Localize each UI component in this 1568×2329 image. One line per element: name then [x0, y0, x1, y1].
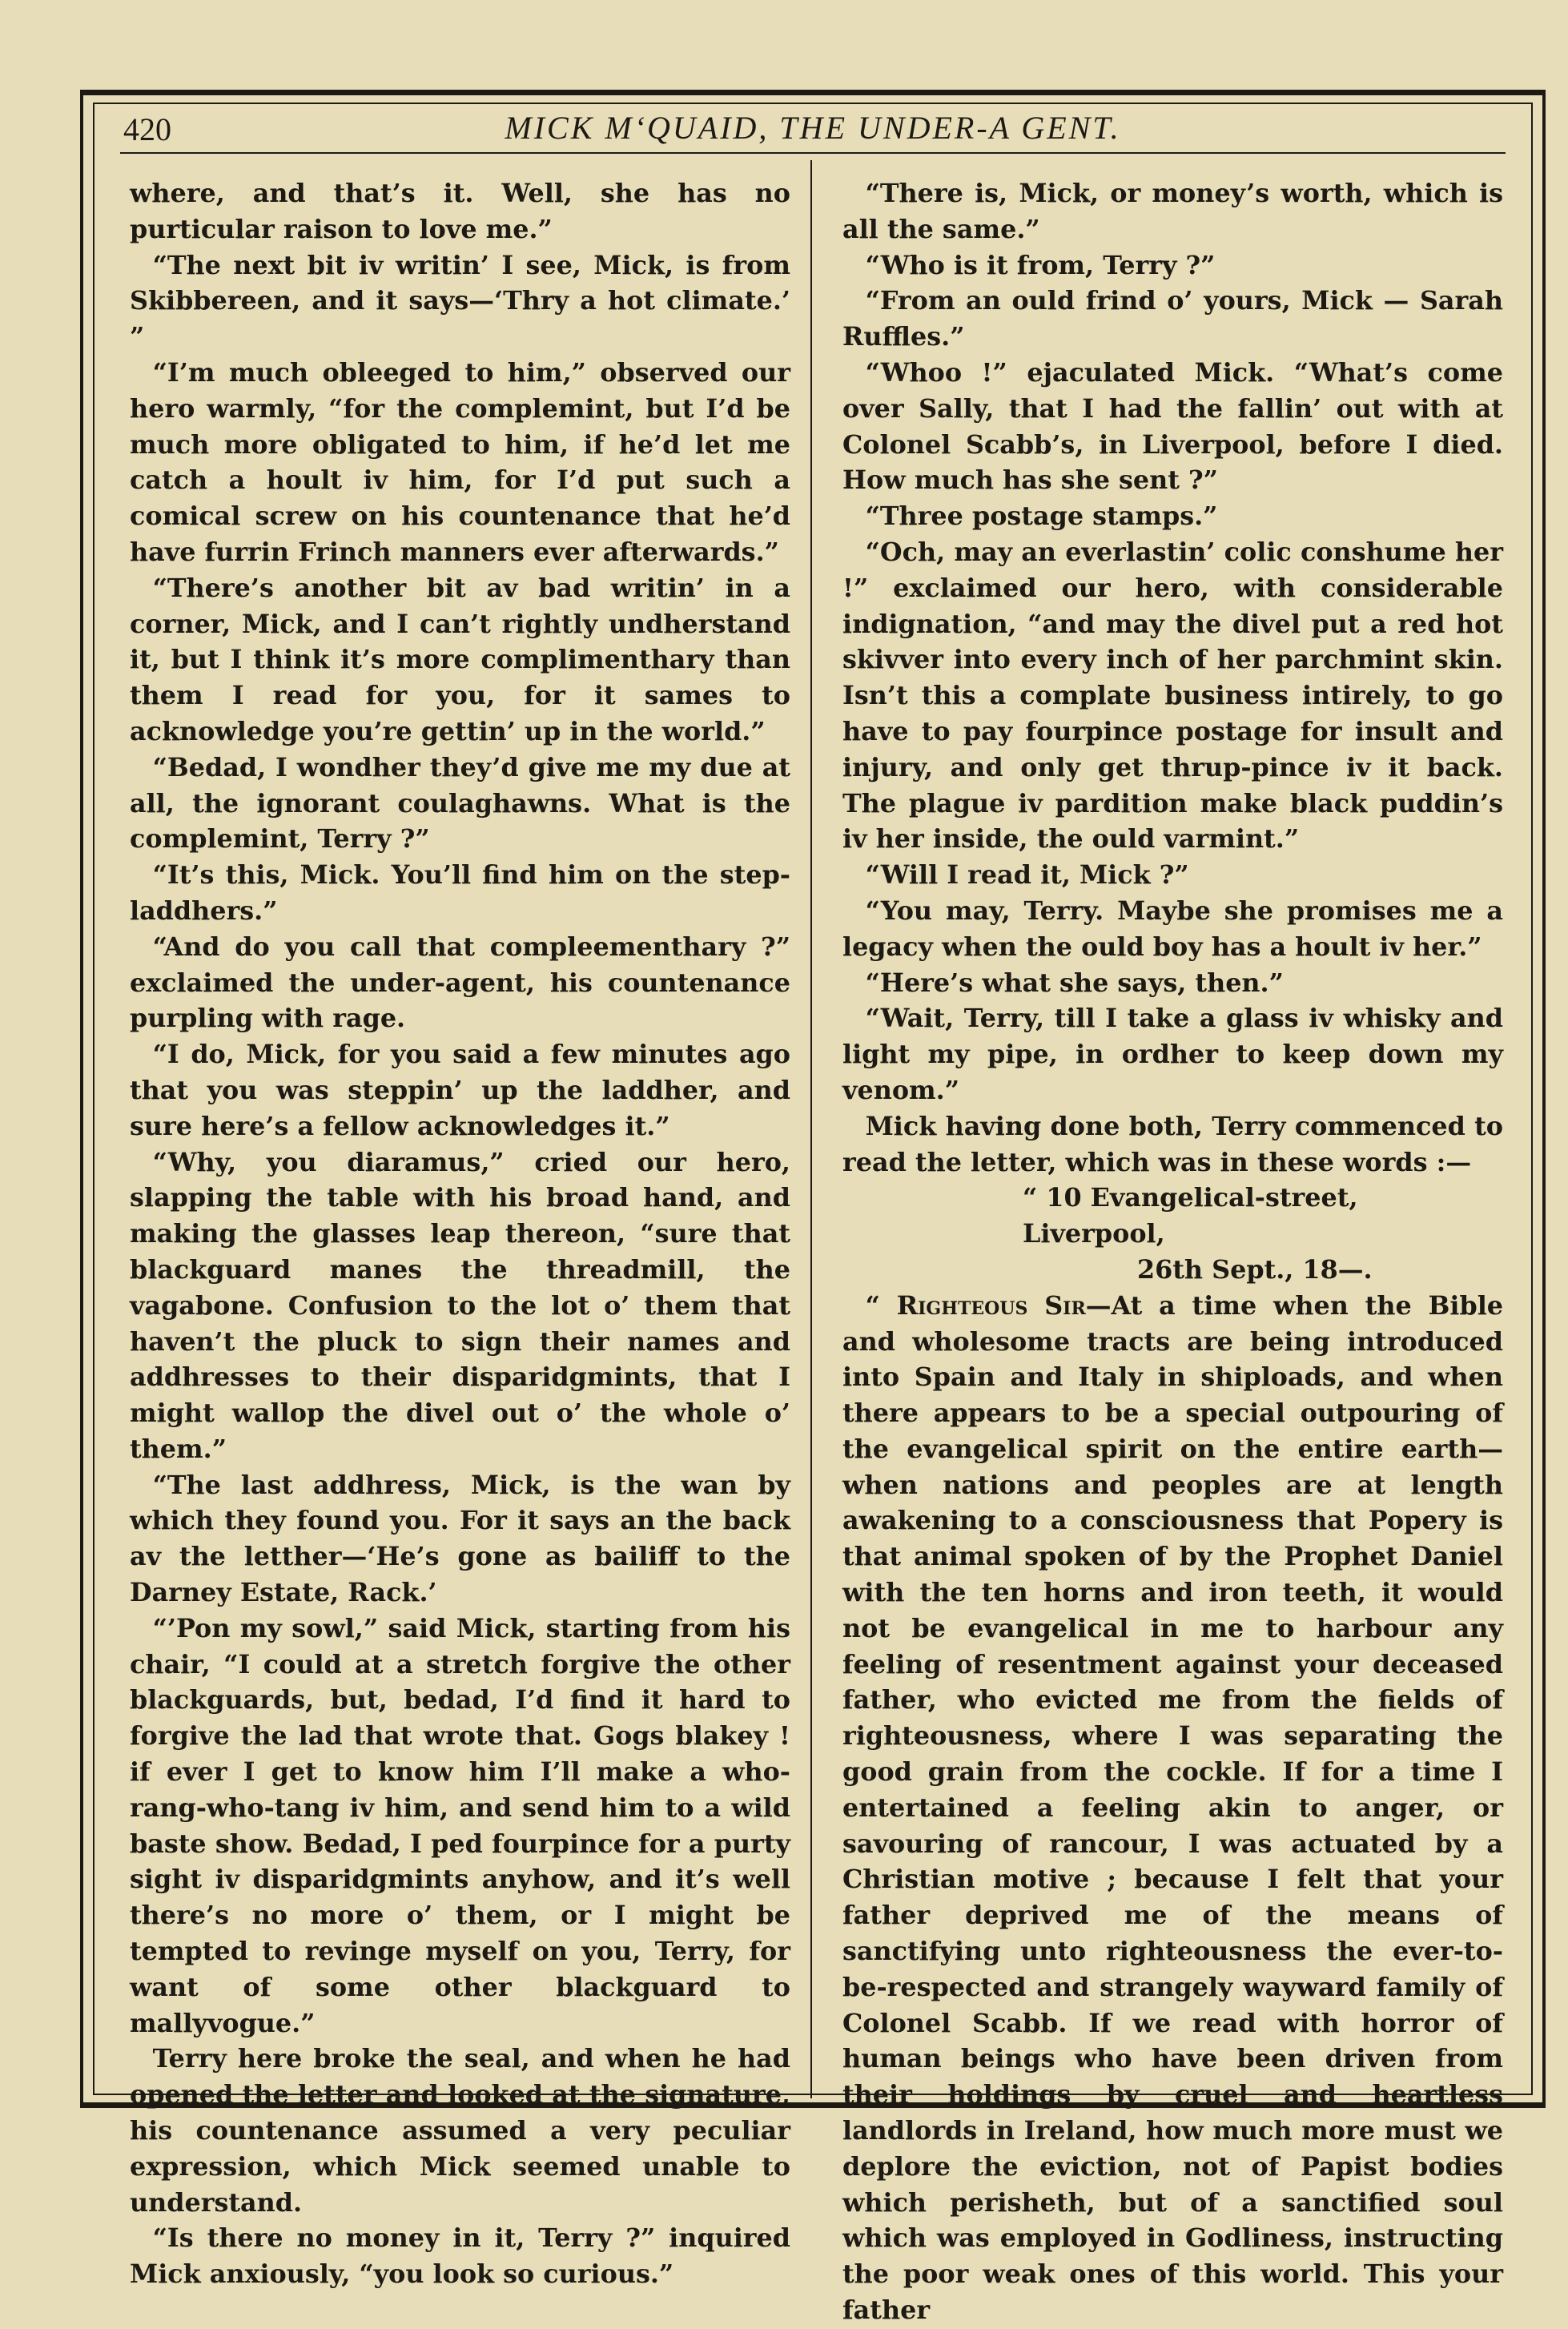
paragraph: “The last addhress, Mick, is the wan by which they found you. For it says an the back av the letther—‘He’s gone as bailiff to the Darney Estate, Rack.’ — [130, 1470, 790, 1608]
paragraph: “Wait, Terry, till I take a glass iv whisky and light my pipe, in ordher to keep down my venom.” — [842, 1004, 1503, 1105]
paragraph: “Whoo !” ejaculated Mick. “What’s come over Sally, that I had the fallin’ out with at Colonel Scabb’s, in Liverpool, before I died. How much has she sent ?” — [842, 357, 1503, 496]
paragraph: “The next bit iv writin’ I see, Mick, is from Skibbereen, and it says—‘Thry a hot climate.’ ” — [130, 250, 790, 352]
column-divider — [810, 160, 812, 2098]
paragraph: “I’m much obleeged to him,” observed our hero warmly, “for the complemint, but I’d be much more obligated to him, if he’d let me catch a hoult iv him, for I’d put such a comical screw on his countenance that he’d have furrin Frinch manners ever afterwards.” — [130, 357, 790, 567]
paragraph: “And do you call that compleementhary ?” exclaimed the under-agent, his countenance purpling with rage. — [130, 931, 790, 1034]
paragraph: “Who is it from, Terry ?” — [865, 250, 1216, 280]
letter-date: 26th Sept., 18—. — [1137, 1254, 1373, 1285]
paragraph: “There’s another bit av bad writin’ in a corner, Mick, and I can’t rightly undherstand it, but I think it’s more complimenthary than them I read for you, for it sames to acknowledge you’re gettin’ up in the world.” — [130, 573, 790, 746]
paragraph: “It’s this, Mick. You’ll find him on the step-laddhers.” — [130, 860, 790, 926]
paragraph: “’Pon my sowl,” said Mick, starting from his chair, “I could at a stretch forgive the other blackguards, but, bedad, I’d find it hard to forgive the lad that wrote that. Gogs blakey ! if ever I get to know him I’ll make a who-rang-who-tang iv him, and send him to a wild baste show. Bedad, I ped fourpince for a purty sight iv disparidgmints anyhow, and it’s well there’s no more o’ them, or I might be tempted to revinge myself on you, Terry, for want of some other blackguard to mallyvogue.” — [130, 1613, 790, 2038]
page-header — [120, 104, 1506, 154]
paragraph: “There is, Mick, or money’s worth, which is all the same.” — [842, 179, 1503, 244]
paragraph: “Bedad, I wondher they’d give me my due at all, the ignorant coulaghawns. What is the complemint, Terry ?” — [130, 752, 790, 855]
running-title: MICK M‘QUAID, THE UNDER-A GENT. — [505, 110, 1121, 146]
letter-address: “ 10 Evangelical-street, Liverpool, — [1023, 1183, 1358, 1249]
paragraph: “Here’s what she says, then.” — [865, 967, 1284, 998]
paragraph: “Och, may an everlastin’ colic conshume her !” exclaimed our hero, with considerable indignation, “and may the divel put a red hot skivver into every inch of her parchmint skin. Isn’t this a complate business intirely, to go have to pay fourpince postage for insult and injury, and only get thrup-pince iv it back. The plague iv pardition make black puddin’s iv her inside, the ould varmint.” — [842, 537, 1503, 855]
paragraph: “Why, you diaramus,” cried our hero, slapping the table with his broad hand, and making the glasses leap thereon, “sure that blackguard manes the threadmill, the vagabone. Confusion to the lot o’ them that haven’t the pluck to sign their names and addhresses to their disparidgmints, that I might wallop the divel out o’ the whole o’ them.” — [130, 1147, 790, 1464]
paragraph: “Is there no money in it, Terry ?” inquired Mick anxiously, “you look so curious.” — [130, 2223, 790, 2290]
paragraph: Terry here broke the seal, and when he had opened the letter and looked at the signature, his countenance assumed a very peculiar expression, which Mick seemed unable to understand. — [130, 2044, 790, 2218]
right-column — [842, 176, 1503, 2329]
paragraph: “I do, Mick, for you said a few minutes ago that you was steppin’ up the laddher, and sure here’s a fellow acknowledges it.” — [130, 1040, 790, 1141]
paragraph: “Three postage stamps.” — [865, 501, 1218, 532]
page-number: 420 — [123, 111, 171, 147]
paragraph: “Will I read it, Mick ?” — [865, 860, 1189, 891]
letter-salutation: “ Righteous Sir — [865, 1290, 1086, 1321]
letter-text: —At a time when the Bible and wholesome tracts are being introduced into Spain and Italy in shiploads, and when there appears to be a special outpouring of the evangelical spirit on the entire earth—when nations and peoples are at length awakening to a consciousness that Popery is that animal spoken of by the Prophet Daniel with the ten horns and iron teeth, it would not be evangelical in me to harbour any feeling of resentment against your deceased father, who evicted me from the fields of righteousness, where I was separating the good grain from the cockle. If for a time I entertained a feeling akin to anger, or savouring of rancour, I was actuated by a Christian motive ; because I felt that your father deprived me of the means of sanctifying unto righteousness the ever-to-be-respected and strangely wayward family of Colonel Scabb. If we read with horror of human beings who have been driven from their holdings by cruel and heartless landlords in Ireland, how much more must we deplore the eviction, not of Papist bodies which perisheth, but of a sanctified soul which was employed in Godliness, instructing the poor weak ones of this world. This your father — [842, 1290, 1503, 2326]
paragraph: where, and that’s it. Well, she has no purticular raison to love me.” — [130, 179, 790, 244]
letter-body — [842, 1289, 1503, 2329]
paragraph: “You may, Terry. Maybe she promises me a legacy when the ould boy has a hoult iv her.” — [842, 895, 1503, 962]
left-column — [130, 176, 790, 2293]
paragraph: Mick having done both, Terry commenced to read the letter, which was in these words :— — [842, 1111, 1503, 1177]
paragraph: “From an ould frind o’ yours, Mick — Sarah Ruffles.” — [842, 286, 1503, 352]
